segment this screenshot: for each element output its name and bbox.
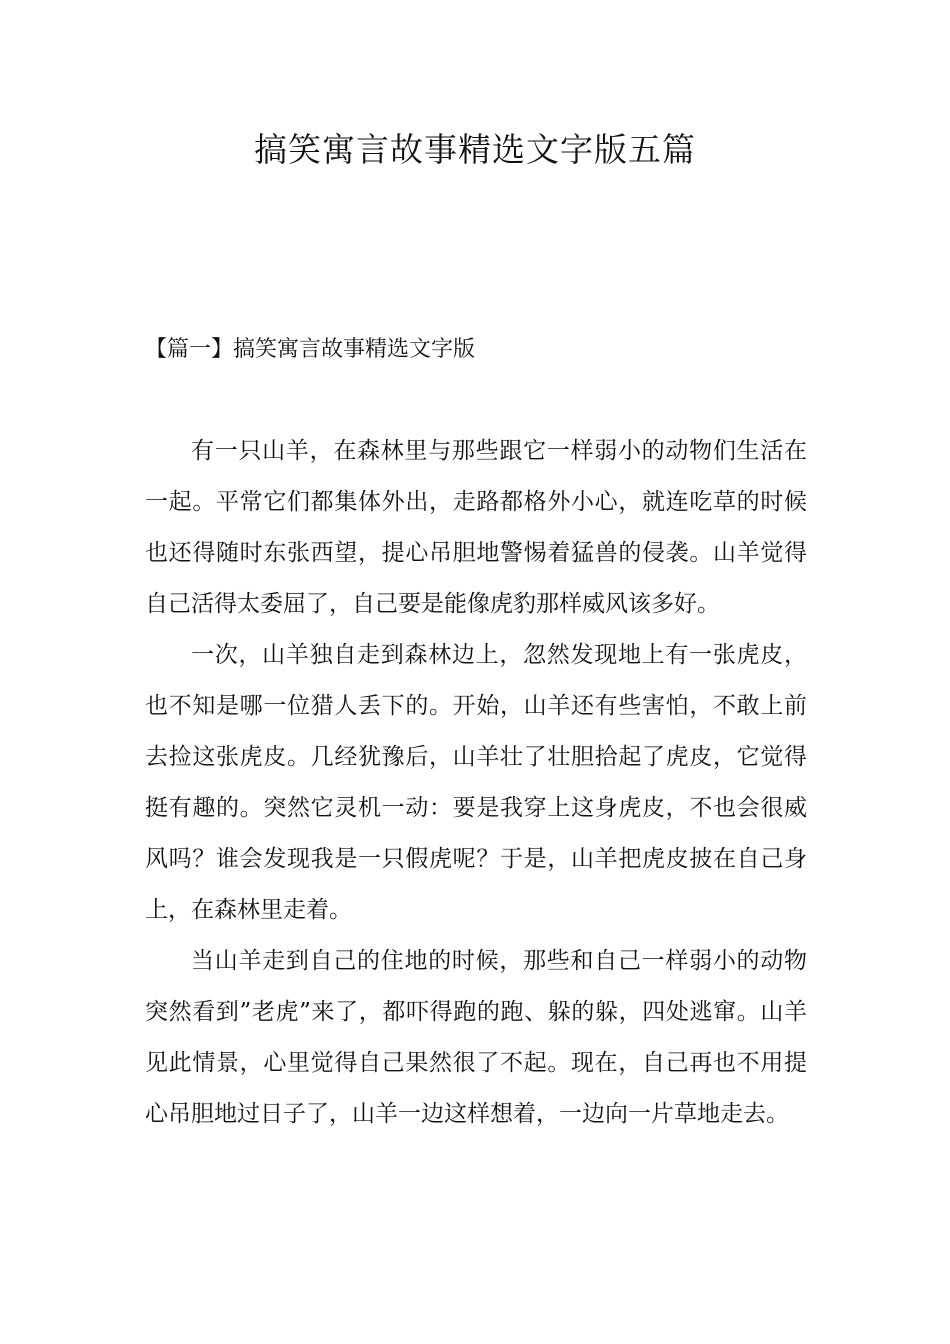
paragraph-2: 一次，山羊独自走到森林边上，忽然发现地上有一张虎皮，也不知是哪一位猎人丢下的。开始，山羊还有些害怕，不敢上前去捡这张虎皮。几经犹豫后，山羊壮了壮胆拾起了虎皮，它觉得挺有趣的。突然它灵机一动：要是我穿上这身虎皮，不也会很威风吗？谁会发现我是一只假虎呢？于是，山羊把虎皮披在自己身上，在森林里走着。 — [145, 642, 807, 923]
paragraph-1: 有一只山羊，在森林里与那些跟它一样弱小的动物们生活在一起。平常它们都集体外出，走路都格外小心，就连吃草的时候也还得随时东张西望，提心吊胆地警惕着猛兽的侵袭。山羊觉得自己活得太委屈了，自己要是能像虎豹那样威风该多好。 — [145, 438, 807, 617]
section-heading: 【篇一】搞笑寓言故事精选文字版 — [145, 337, 476, 362]
document-title: 搞笑寓言故事精选文字版五篇 — [254, 130, 696, 169]
paragraph-3: 当山羊走到自己的住地的时候，那些和自己一样弱小的动物突然看到”老虎”来了，都吓得跑的跑、躲的躲，四处逃窜。山羊见此情景，心里觉得自己果然很了不起。现在，自己再也不用提心吊胆地过日子了，山羊一边这样想着，一边向一片草地走去。 — [145, 948, 807, 1127]
story-body — [145, 426, 807, 1140]
